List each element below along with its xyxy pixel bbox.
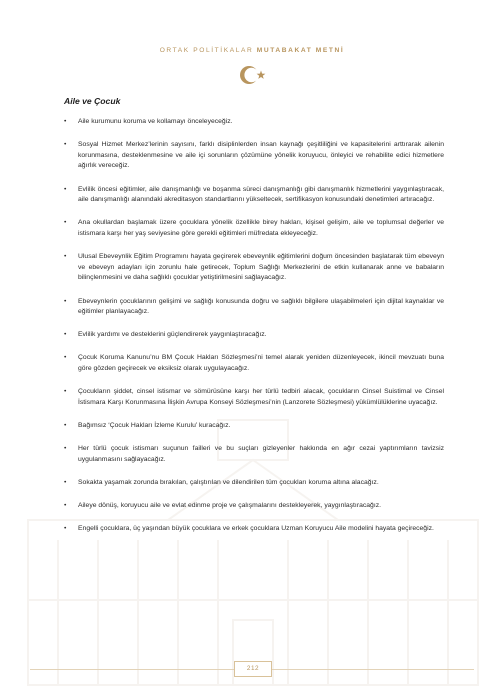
bullet-icon: • xyxy=(64,219,67,227)
bullet-icon: • xyxy=(64,445,67,453)
list-item xyxy=(64,387,444,408)
list-item-text: Ulusal Ebeveynlik Eğitim Programını hayata geçirerek ebeveynlik eğitimlerini doğum öncesinden başlatarak tüm ebeveyn ve ebeveyn adayları için zorunlu hale getirecek, Toplum Sağlığı Merkezlerini de etkin kullanarak anne ve babaların bilinçlenmesini ve daha sağlıklı çocuklar yetiştirilmesini sağlayacağız. xyxy=(78,253,444,282)
list-item xyxy=(64,252,444,284)
list-item-text: Sosyal Hizmet Merkez’lerinin sayısını, farklı disiplinlerden insan kaynağı çeşitliliğini ve kapasitelerini arttırarak ailenin korunmasına, desteklenmesine ve aile içi sorunların çözümüne yönelik koruyucu, önleyici ve rehabilite edici hizmetlere ağırlık vereceğiz. xyxy=(78,141,444,170)
header-emphasis: MUTABAKAT METNİ xyxy=(256,47,345,54)
bullet-icon: • xyxy=(64,422,67,430)
bullet-icon: • xyxy=(64,525,67,533)
bullet-icon: • xyxy=(64,388,67,396)
bullet-icon: • xyxy=(64,331,67,339)
list-item xyxy=(64,330,444,341)
section-title: Aile ve Çocuk xyxy=(64,96,121,106)
bullet-icon: • xyxy=(64,297,67,305)
bullet-icon: • xyxy=(64,185,67,193)
bullet-icon: • xyxy=(64,502,67,510)
list-item-text: Çocukların şiddet, cinsel istismar ve sömürüsüne karşı her türlü tedbiri alacak, çocukların Cinsel Suistimal ve Cinsel İstismara Karşı Korunmasına İlişkin Avrupa Konseyi Sözleşmesi’nin (Lanzorete Sözleşmesi) yükümlülüklerine uyacağız. xyxy=(78,388,444,406)
list-item xyxy=(64,185,444,206)
running-header xyxy=(0,47,504,54)
list-item xyxy=(64,297,444,318)
bullet-icon: • xyxy=(64,354,67,362)
bullet-icon: • xyxy=(64,141,67,149)
list-item-text: Aileye dönüş, koruyucu aile ve evlat edinme proje ve çalışmalarını destekleyerek, yaygınlaştıracağız. xyxy=(78,502,381,510)
list-item xyxy=(64,140,444,172)
crescent-star-icon xyxy=(234,62,270,88)
bullet-icon: • xyxy=(64,479,67,486)
list-item xyxy=(64,353,444,374)
list-item-text: Çocuk Koruma Kanunu’nu BM Çocuk Hakları Sözleşmesi’ni temel alarak yeniden düzenleyecek, ikincil mevzuatı buna göre gözden geçirecek ve eksiksiz olarak uygulayacağız. xyxy=(78,354,444,373)
list-item-text: Ebeveynlerin çocuklarının gelişimi ve sağlığı konusunda doğru ve sağlıklı bilgilere ulaşabilmeleri için dijital kaynaklar ve eğitimler planlayacağız. xyxy=(78,297,444,316)
list-item-text: Evlilik öncesi eğitimler, aile danışmanlığı ve boşanma süreci danışmanlığı gibi danışmanlık hizmetlerini yaygınlaştıracak, aile danışmanlığı alanındaki akreditasyon standartlarını yükseltecek, sertifikasyon konusundaki denetimleri artıracağız. xyxy=(78,185,444,204)
list-item-text: Aile kurumunu koruma ve kollamayı önceleyeceğiz. xyxy=(78,118,233,125)
header-prefix: ORTAK POLİTİKALAR xyxy=(159,47,254,54)
list-item xyxy=(64,444,444,465)
list-item-text: Bağımsız ‘Çocuk Hakları İzleme Kurulu’ kuracağız. xyxy=(78,422,231,430)
list-item-text: Engelli çocuklara, üç yaşından büyük çocuklara ve erkek çocuklara Uzman Koruyucu Aile modelini hayata geçireceğiz. xyxy=(78,525,434,533)
list-item xyxy=(64,218,444,239)
page-number: 212 xyxy=(234,661,272,677)
list-item xyxy=(64,421,444,432)
list-item-text: Ana okullardan başlamak üzere çocuklara yönelik özellikle birey hakları, kişisel gelişim, aile ve toplumsal değerler ve istismara karşı her yaş seviyesine göre gerekli eğitimleri müfredata ekleyeceğiz. xyxy=(78,219,444,237)
bullet-icon: • xyxy=(64,118,67,125)
list-item-text: Her türlü çocuk istismarı suçunun failleri ve bu suçları gizleyenler hakkında en ağır cezai yaptırımların tavizsiz uygulanmasını sağlayacağız. xyxy=(78,445,444,463)
list-item xyxy=(64,117,444,128)
list-item xyxy=(64,524,444,535)
list-item xyxy=(64,478,444,489)
bullet-icon: • xyxy=(64,253,67,261)
list-item-text: Evlilik yardımı ve desteklerini güçlendirerek yaygınlaştıracağız. xyxy=(78,331,267,339)
list-item-text: Sokakta yaşamak zorunda bırakılan, çalıştırılan ve dilendirilen tüm çocukları koruma altına alacağız. xyxy=(78,479,379,486)
bullet-list xyxy=(64,117,444,548)
list-item xyxy=(64,501,444,512)
